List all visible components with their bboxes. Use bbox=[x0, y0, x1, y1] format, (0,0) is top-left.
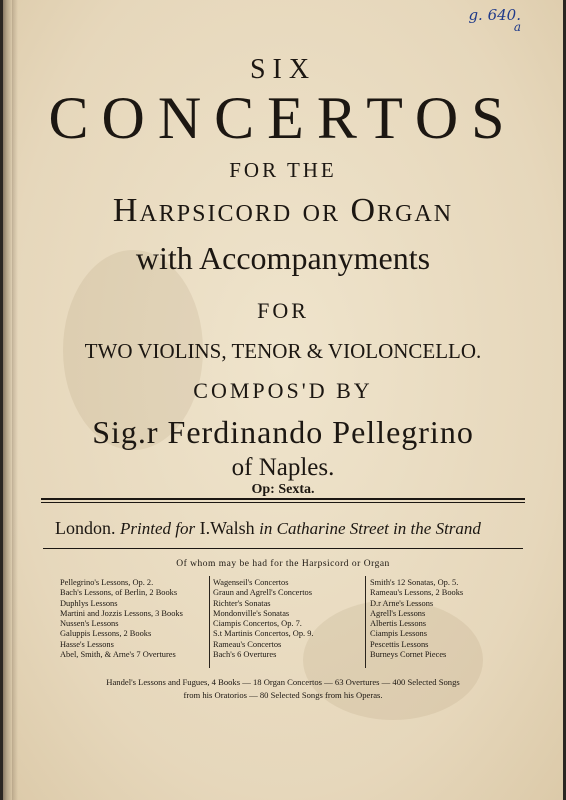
shelfmark-main: g. 640. bbox=[468, 6, 521, 24]
catalog-column-2 bbox=[213, 578, 314, 660]
catalog-item: Nussen's Lessons bbox=[60, 619, 119, 629]
title-with-accompanyments: with Accompanyments bbox=[135, 240, 431, 276]
catalog-item: Rameau's Lessons, 2 Books bbox=[370, 588, 464, 598]
catalog-item: Abel, Smith, & Arne's 7 Overtures bbox=[60, 650, 176, 660]
column-divider bbox=[365, 576, 366, 668]
catalog-item: Rameau's Concertos bbox=[213, 639, 282, 649]
catalog-item: Ciampis Concertos, Op. 7. bbox=[213, 619, 302, 629]
catalog-item: Burneys Cornet Pieces bbox=[370, 650, 447, 660]
catalog-item: Bach's 6 Overtures bbox=[213, 650, 277, 660]
catalog-footer-line-2: from his Oratorios — 80 Selected Songs from his Operas. bbox=[183, 690, 383, 700]
catalog-item: Duphlys Lessons bbox=[60, 598, 118, 608]
catalog-column-1 bbox=[60, 578, 183, 660]
title-page bbox=[3, 0, 563, 800]
composer-origin: of Naples. bbox=[231, 454, 335, 481]
divider-rule bbox=[41, 502, 525, 503]
title-for-the: FOR THE bbox=[229, 158, 337, 182]
column-divider bbox=[209, 576, 210, 668]
opus-number: Op: Sexta. bbox=[251, 482, 315, 497]
catalog-footer-line-1: Handel's Lessons and Fugues, 4 Books — 18 Organ Concertos — 63 Overtures — 400 Selected Songs bbox=[106, 677, 460, 687]
catalog-heading: Of whom may be had for the Harpsicord or Organ bbox=[176, 559, 390, 569]
catalog-column-3 bbox=[370, 578, 463, 660]
catalog-item: Richter's Sonatas bbox=[213, 598, 271, 608]
catalog-item: Smith's 12 Sonatas, Op. 5. bbox=[370, 578, 459, 587]
title-instruments: TWO VIOLINS, TENOR & VIOLONCELLO. bbox=[84, 339, 482, 363]
imprint-publisher: I.Walsh bbox=[199, 518, 255, 538]
catalog-item: Graun and Agrell's Concertos bbox=[213, 588, 312, 598]
shelfmark-sub: a bbox=[513, 20, 521, 34]
divider-rule bbox=[43, 548, 523, 549]
title-for: FOR bbox=[257, 298, 309, 323]
composer-name: Sig.r Ferdinando Pellegrino bbox=[92, 414, 474, 450]
catalog-item: S.t Martinis Concertos, Op. 9. bbox=[213, 629, 314, 639]
catalog-item: Agrell's Lessons bbox=[370, 608, 426, 618]
shelfmark bbox=[468, 6, 521, 34]
imprint-address: in Catharine Street in the Strand bbox=[259, 519, 481, 538]
title-concertos: CONCERTOS bbox=[48, 85, 518, 151]
imprint bbox=[55, 518, 481, 539]
catalog-item: Galuppis Lessons, 2 Books bbox=[60, 629, 152, 639]
catalog-item: Pellegrino's Lessons, Op. 2. bbox=[60, 578, 154, 587]
catalog-item: Martini and Jozzis Lessons, 3 Books bbox=[60, 608, 183, 618]
imprint-city: London. bbox=[55, 518, 116, 538]
catalog-item: Ciampis Lessons bbox=[370, 629, 427, 639]
catalog-item: Mondonville's Sonatas bbox=[213, 608, 290, 618]
title-instrument: Harpsicord or Organ bbox=[112, 192, 454, 229]
catalog-item: Wagenseil's Concertos bbox=[213, 578, 289, 587]
catalog-item: Pescettis Lessons bbox=[370, 639, 429, 649]
catalog-item: D.r Arne's Lessons bbox=[370, 598, 434, 608]
divider-rule bbox=[41, 498, 525, 500]
catalog-item: Hasse's Lessons bbox=[60, 639, 114, 649]
title-six: SIX bbox=[249, 54, 317, 85]
imprint-printed-for: Printed for bbox=[120, 519, 196, 538]
title-composd-by: COMPOS'D BY bbox=[193, 378, 373, 403]
catalog-item: Bach's Lessons, of Berlin, 2 Books bbox=[60, 588, 178, 598]
catalog-item: Albertis Lessons bbox=[370, 619, 427, 629]
